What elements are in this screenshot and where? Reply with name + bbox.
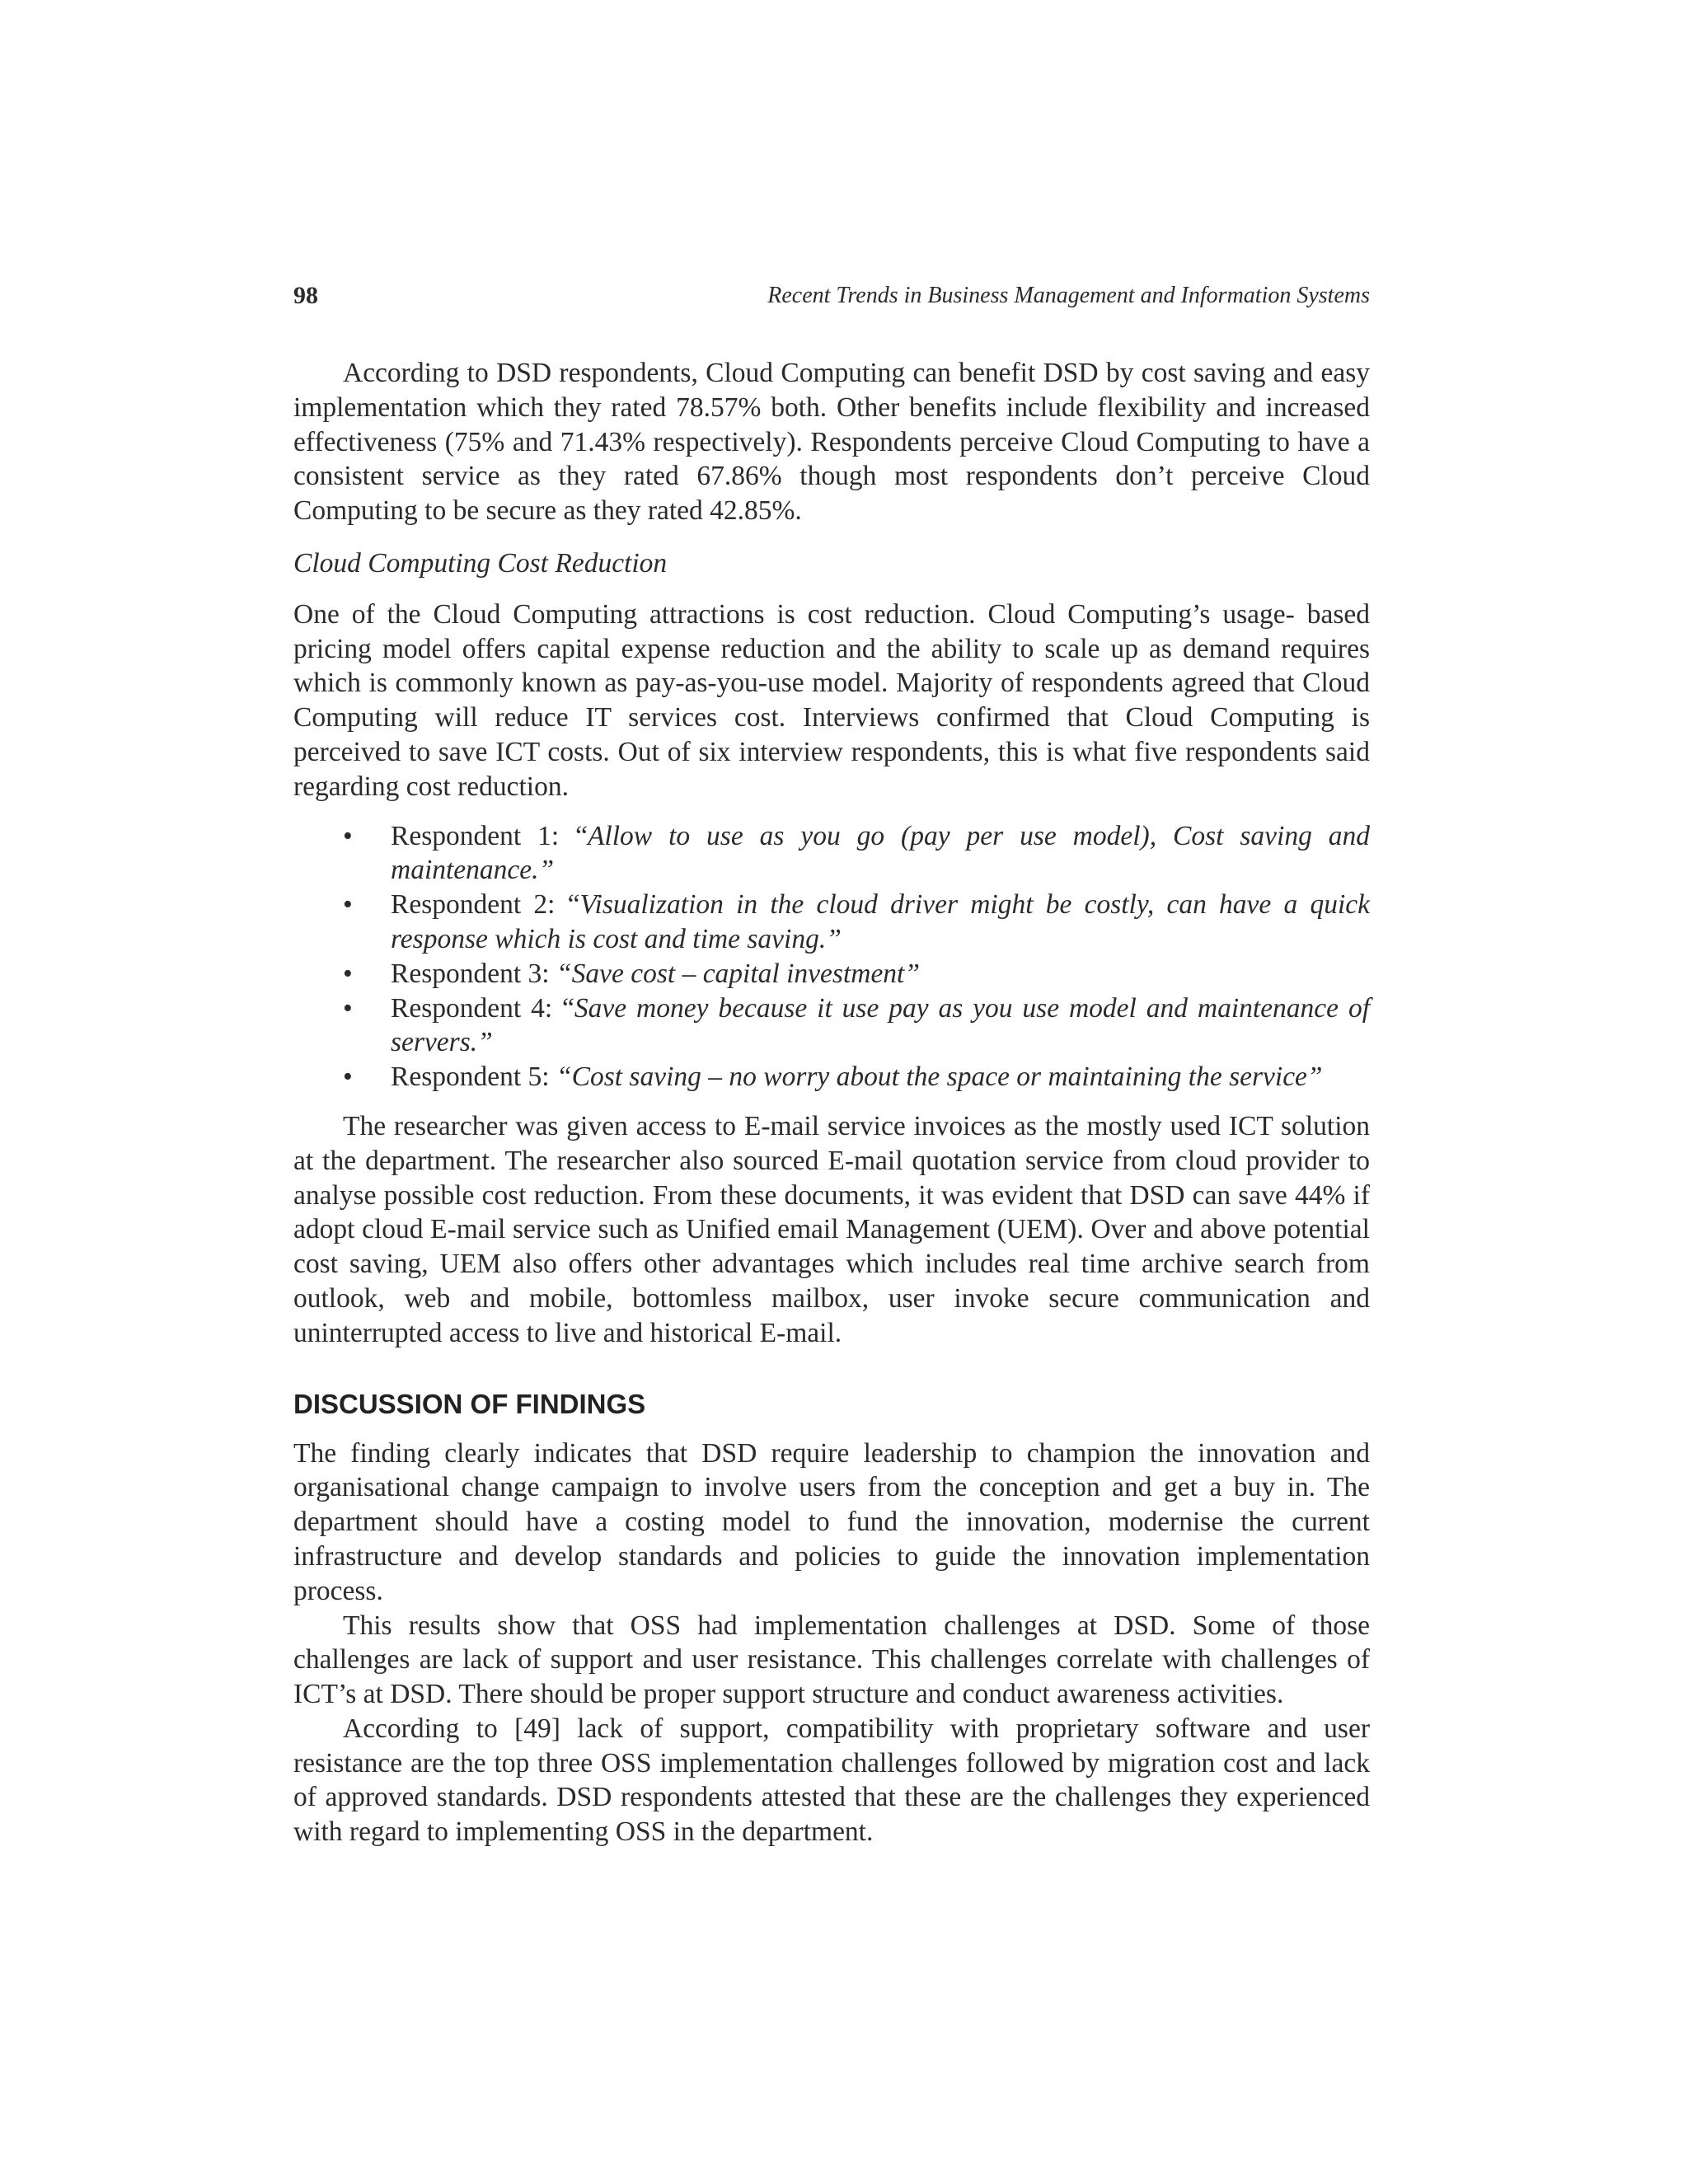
list-item bbox=[293, 888, 1370, 957]
respondent-quote: Visualization in the cloud driver might be costly, can have a quick response which is cost and time saving.” bbox=[391, 889, 1370, 954]
open-quote: “ bbox=[575, 820, 588, 851]
respondent-quote: Save money because it use pay as you use model and maintenance of servers.” bbox=[391, 992, 1371, 1058]
bullet-icon: • bbox=[343, 992, 353, 1024]
respondent-quote: “Save cost – capital investment” bbox=[556, 958, 920, 989]
respondent-label: Respondent 5: bbox=[391, 1062, 556, 1093]
page-number: 98 bbox=[293, 282, 318, 309]
bullet-icon: • bbox=[343, 958, 353, 989]
open-quote: “ bbox=[567, 889, 580, 921]
respondent-label: Respondent 2: bbox=[391, 889, 568, 921]
respondent-quote: Allow to use as you go (pay per use model), Cost saving and maintenance.” bbox=[391, 820, 1370, 886]
open-quote: “ bbox=[562, 992, 574, 1024]
invoices-paragraph: The researcher was given access to E-mail service invoices as the mostly used ICT solution at the department. The researcher also sourced E-mail quotation service from cloud provider to analyse possible cost reduction. From these documents, it was evident that DSD can save 44% if adopt cloud E-mail service such as Unified email Management (UEM). Over and above potential cost saving, UEM also offers other advantages which includes real time archive search from outlook, web and mobile, bottomless mailbox, user invoke secure communication and uninterrupted access to live and historical E-mail. bbox=[293, 1110, 1370, 1348]
list-item bbox=[293, 957, 1370, 991]
respondent-label: Respondent 1: bbox=[391, 820, 576, 851]
running-header bbox=[293, 279, 1370, 313]
list-item bbox=[293, 819, 1370, 888]
bullet-icon: • bbox=[343, 1062, 353, 1093]
subsection-heading: Cloud Computing Cost Reduction bbox=[293, 547, 668, 579]
respondent-label: Respondent 4: bbox=[391, 992, 563, 1024]
discussion-paragraph-1: The finding clearly indicates that DSD require leadership to champion the innovation and organisational change campaign to involve users from the conception and get a buy in. The department should have a costing model to fund the innovation, modernise the current infrastructure and develop standards and policies to guide the innovation implementation process. bbox=[293, 1437, 1370, 1606]
section-heading: DISCUSSION OF FINDINGS bbox=[293, 1388, 646, 1419]
bullet-icon: • bbox=[343, 820, 353, 851]
discussion-paragraph-2: This results show that OSS had implementation challenges at DSD. Some of those challenges are lack of support and user resistance. This challenges correlate with challenges of ICT’s at DSD. There should be proper support structure and conduct awareness activities. bbox=[293, 1610, 1370, 1710]
list-item bbox=[293, 991, 1370, 1061]
intro-paragraph: According to DSD respondents, Cloud Computing can benefit DSD by cost saving and easy implementation which they rated 78.57% both. Other benefits include flexibility and increased effectiveness (75% and 71.43% respectively). Respondents perceive Cloud Computing to have a consistent service as they rated 67.86% though most respondents don’t perceive Cloud Computing to be secure as they rated 42.85%. bbox=[293, 358, 1370, 527]
list-item bbox=[293, 1060, 1370, 1094]
respondent-quote: “Cost saving – no worry about the space or maintaining the service” bbox=[556, 1062, 1323, 1093]
respondent-quotes-list bbox=[293, 819, 1370, 1094]
respondent-label: Respondent 3: bbox=[391, 958, 556, 989]
bullet-icon: • bbox=[343, 889, 353, 921]
discussion-paragraph-3: According to [49] lack of support, compatibility with proprietary software and user resistance are the top three OSS implementation challenges followed by migration cost and lack of approved standards. DSD respondents attested that these are the challenges they experienced with regard to implementing OSS in the department. bbox=[293, 1713, 1370, 1848]
page-body bbox=[293, 356, 1370, 1849]
book-title: Recent Trends in Business Management and Information Systems bbox=[767, 283, 1370, 308]
cost-reduction-paragraph: One of the Cloud Computing attractions is cost reduction. Cloud Computing’s usage- based pricing model offers capital expense reduction and the ability to scale up as demand requires which is commonly known as pay-as-you-use model. Majority of respondents agreed that Cloud Computing will reduce IT services cost. Interviews confirmed that Cloud Computing is perceived to save ICT costs. Out of six interview respondents, this is what five respondents said regarding cost reduction. bbox=[293, 598, 1370, 802]
